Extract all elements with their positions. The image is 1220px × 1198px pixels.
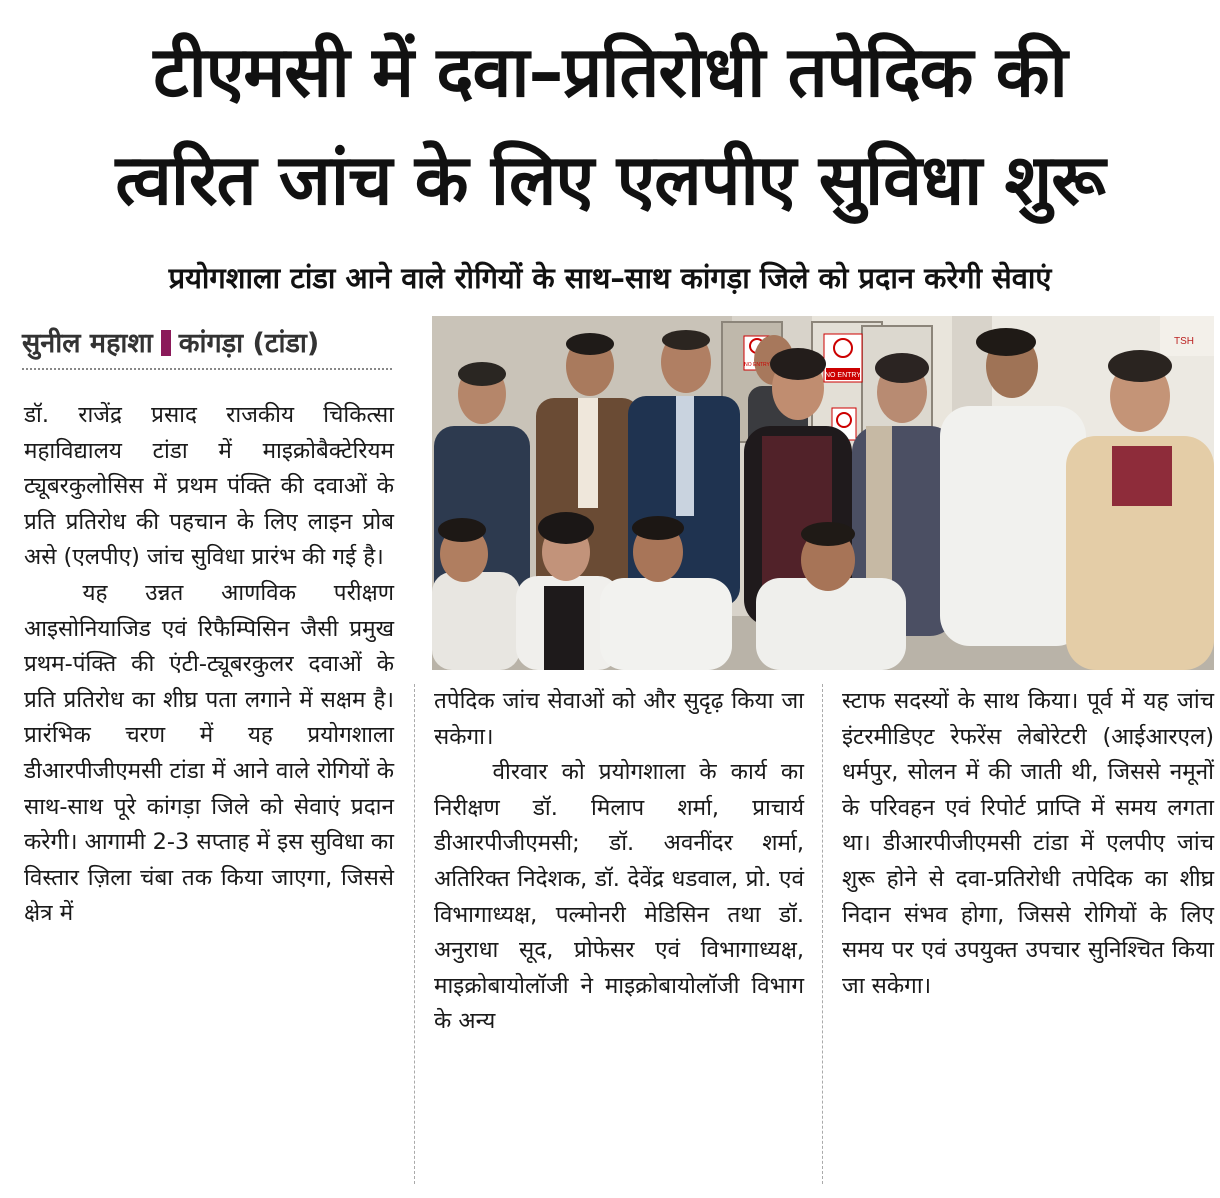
article-column-3 <box>842 684 1214 1004</box>
headline-line-2: त्वरित जांच के लिए एलपीए सुविधा शुरू <box>115 139 1105 221</box>
no-entry-sign-text: NO ENTRY <box>744 362 770 368</box>
article-paragraph: यह उन्नत आणविक परीक्षण आइसोनियाजिड एवं रिफैम्पिसिन जैसी प्रमुख प्रथम-पंक्ति की एंटी-ट्यूबरकुलर दवाओं के प्रति प्रतिरोध का शीघ्र पता लगाने में सक्षम है। प्रारंभिक चरण में यह प्रयोगशाला डीआरपीजीएमसी टांडा में आने वाले रोगियों के साथ-साथ पूरे कांगड़ा जिले को सेवाएं प्रदान करेगी। आगामी 2-3 सप्ताह में इस सुविधा का विस्तार ज़िला चंबा तक किया जाएगा, जिससे क्षेत्र में <box>24 579 394 927</box>
sub-headline: प्रयोगशाला टांडा आने वाले रोगियों के साथ–साथ कांगड़ा जिले को प्रदान करेगी सेवाएं <box>168 261 1052 295</box>
byline-author: सुनील महाशा <box>22 328 153 359</box>
tsh-sign-text: TSH <box>1174 336 1194 347</box>
article-paragraph: डॉ. राजेंद्र प्रसाद राजकीय चिकित्सा महाविद्यालय टांडा में माइक्रोबैक्टेरियम ट्यूबरकुलोसिस में प्रथम पंक्ति की दवाओं के प्रति प्रतिरोध की पहचान के लिए लाइन प्रोब असे (एलपीए) जांच सुविधा प्रारंभ की गई है। <box>24 402 394 571</box>
column-divider <box>822 684 823 1184</box>
article-paragraph: वीरवार को प्रयोगशाला के कार्य का निरीक्षण डॉ. मिलाप शर्मा, प्राचार्य डीआरपीजीएमसी; डॉ. अवनींदर शर्मा, अतिरिक्त निदेशक, डॉ. देवेंद्र धडवाल, प्रो. एवं विभागाध्यक्ष, पल्मोनरी मेडिसिन तथा डॉ. अनुराधा सूद, प्रोफेसर एवं विभागाध्यक्ष, माइक्रोबायोलॉजी ने माइक्रोबायोलॉजी विभाग के अन्य <box>434 759 804 1035</box>
column-divider <box>414 684 415 1184</box>
headline-line-1: टीएमसी में दवा–प्रतिरोधी तपेदिक की <box>153 31 1067 113</box>
article-column-1 <box>24 398 394 932</box>
byline-location: कांगड़ा (टांडा) <box>178 328 320 359</box>
byline-separator <box>161 330 171 356</box>
article-paragraph: स्टाफ सदस्यों के साथ किया। पूर्व में यह जांच इंटरमीडिएट रेफरेंस लेबोरेटरी (आईआरएल) धर्मपुर, सोलन में की जाती थी, जिससे नमूनों के परिवहन एवं रिपोर्ट प्राप्ति में समय लगता था। डीआरपीजीएमसी टांडा में एलपीए जांच शुरू होने से दवा-प्रतिरोधी तपेदिक का शीघ्र निदान संभव होगा, जिससे रोगियों के लिए समय पर एवं उपयुक्त उपचार सुनिश्चित किया जा सकेगा। <box>842 688 1214 999</box>
no-entry-sign-text: NO ENTRY <box>824 372 862 379</box>
article-paragraph: तपेदिक जांच सेवाओं को और सुदृढ़ किया जा सकेगा। <box>434 688 804 750</box>
byline <box>22 322 392 370</box>
group-photo <box>432 316 1214 670</box>
article-column-2 <box>434 684 804 1040</box>
